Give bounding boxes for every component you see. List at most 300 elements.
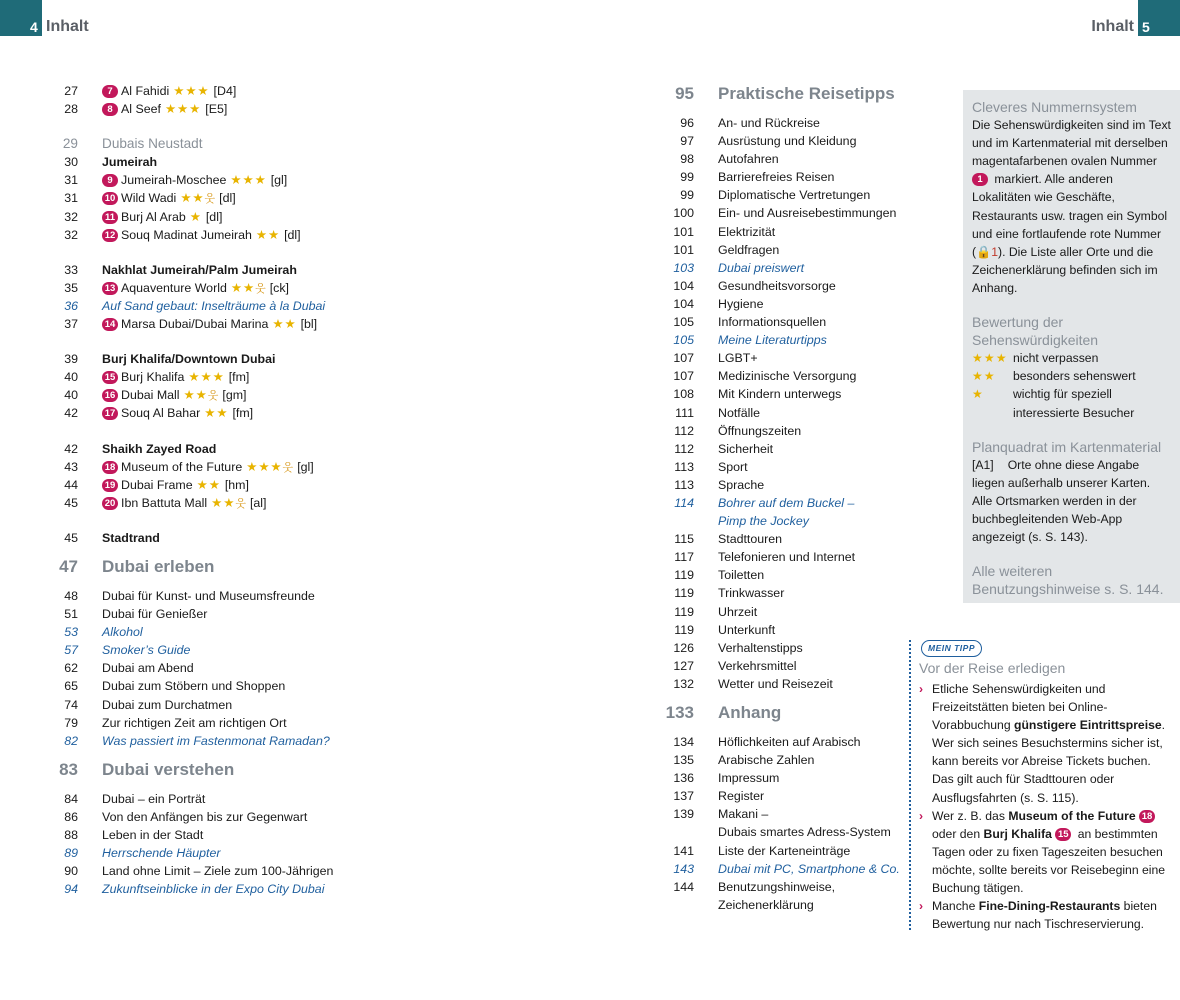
toc-title: Shaikh Zayed Road <box>102 441 217 456</box>
toc-title: Notfälle <box>718 405 761 420</box>
toc-page-number: 126 <box>673 640 694 655</box>
toc-entry-text <box>102 677 285 695</box>
toc-entry-text <box>718 584 784 602</box>
toc-title: Dubai Mall <box>121 388 180 403</box>
toc-entry[interactable] <box>656 422 956 440</box>
toc-title: Dubai Frame <box>121 477 193 492</box>
toc-entry[interactable] <box>656 494 956 512</box>
toc-entry[interactable] <box>656 223 956 241</box>
toc-chapter[interactable] <box>656 693 956 733</box>
toc-entry[interactable] <box>656 313 956 331</box>
toc-entry-text <box>718 114 820 132</box>
toc-entry[interactable] <box>656 186 956 204</box>
toc-entry[interactable] <box>40 368 600 386</box>
toc-entry-text <box>718 675 833 693</box>
toc-entry[interactable] <box>40 350 600 368</box>
toc-entry-text <box>718 404 760 422</box>
toc-title: Was passiert im Fastenmonat Ramadan? <box>102 733 330 748</box>
toc-entry[interactable] <box>656 204 956 222</box>
toc-spacer <box>40 423 600 440</box>
toc-entry-text <box>718 204 896 222</box>
toc-entry[interactable] <box>40 440 600 458</box>
toc-left-column <box>40 82 600 898</box>
toc-page-number: 33 <box>64 262 78 277</box>
toc-entry-text <box>718 878 835 896</box>
info-heading-numbering: Cleveres Nummernsystem <box>972 99 1137 115</box>
map-grid-ref: [dl] <box>219 191 236 206</box>
toc-title: Verhaltenstipps <box>718 640 803 655</box>
toc-entry[interactable] <box>40 623 600 641</box>
rating-three-stars: ★★★ nicht verpassen <box>972 351 1099 366</box>
toc-title: Sprache <box>718 477 765 492</box>
toc-title: Geldfragen <box>718 242 780 257</box>
toc-entry[interactable] <box>40 226 600 244</box>
arrow-icon: › <box>919 899 924 914</box>
toc-entry[interactable] <box>40 790 600 808</box>
toc-entry-text <box>102 790 205 808</box>
rating-stars: ★★ <box>230 280 256 295</box>
toc-title: Dubai preiswert <box>718 260 805 275</box>
toc-entry-text <box>102 100 227 118</box>
info-numbering-text: Die Sehenswürdigkeiten sind im Text und im Kartenmaterial mit derselben magentafarbenen ovalen Nummer 1 markiert. Alle anderen Lokalitäten wie Geschäfte, Restaurants usw. tragen ein Symbol und eine fortlaufende rote Nummer (🔒1). Die Liste aller Orte und die Zeichenerklärung befinden sich im Anhang. <box>972 118 1171 295</box>
toc-entry-text <box>718 349 758 367</box>
toc-page-number: 115 <box>674 532 694 547</box>
toc-entry[interactable] <box>656 805 956 823</box>
toc-entry-text <box>718 566 764 584</box>
toc-title: Unterkunft <box>718 622 776 637</box>
toc-title: Hygiene <box>718 296 764 311</box>
toc-title: Wetter und Reisezeit <box>718 676 833 691</box>
sight-marker: 18 <box>102 461 118 474</box>
map-grid-ref: [hm] <box>224 477 249 492</box>
toc-page-number: 119 <box>674 586 694 601</box>
rating-stars: ★ <box>189 209 202 224</box>
toc-entry[interactable] <box>656 476 956 494</box>
toc-entry-text <box>718 860 900 878</box>
toc-entry[interactable] <box>40 494 600 512</box>
toc-entry-text <box>718 476 764 494</box>
toc-page-number: 113 <box>674 477 694 492</box>
toc-entry-text <box>718 842 850 860</box>
toc-entry[interactable] <box>40 696 600 714</box>
info-heading-grid: Planquadrat im Kartenmaterial <box>972 438 1162 455</box>
toc-entry[interactable] <box>656 458 956 476</box>
map-grid-ref: [al] <box>249 495 267 510</box>
toc-entry-text <box>718 494 854 512</box>
toc-entry-text <box>718 422 801 440</box>
map-grid-ref: [fm] <box>228 370 250 385</box>
tip-item: › Wer z. B. das Museum of the Future 18 oder den Burj Khalifa 15 an bestimmten Tagen oder zu fixen Tageszeiten besuchen möchte, sollte bereits vor Reisebeginn eine Buchung tätigen. <box>919 808 1166 896</box>
toc-entry-text <box>718 823 891 841</box>
sight-marker: 19 <box>102 479 118 492</box>
toc-page-number: 117 <box>674 550 694 565</box>
toc-entry[interactable] <box>656 733 956 751</box>
toc-entry[interactable] <box>656 385 956 403</box>
toc-title: Pimp the Jockey <box>718 514 809 529</box>
toc-title: Aquaventure World <box>121 280 227 295</box>
rating-stars: ★★★ <box>173 84 210 98</box>
rating-stars: ★★ <box>183 388 208 403</box>
toc-entry[interactable] <box>656 440 956 458</box>
toc-entry[interactable] <box>40 208 600 226</box>
right-page-title: Inhalt <box>1091 18 1134 35</box>
toc-title: Marsa Dubai/Dubai Marina <box>121 317 269 332</box>
toc-page-number: 62 <box>64 661 78 676</box>
map-grid-ref: [bl] <box>300 317 318 332</box>
toc-entry[interactable] <box>40 529 600 547</box>
toc-entry[interactable] <box>656 657 956 675</box>
toc-entry-text <box>102 368 249 386</box>
toc-entry-text <box>718 512 809 530</box>
rating-two-stars: ★★ besonders sehenswert <box>972 369 1136 384</box>
toc-entry[interactable] <box>40 826 600 844</box>
toc-page-number: 27 <box>64 84 78 98</box>
toc-spacer <box>40 333 600 350</box>
toc-title: Ausrüstung und Kleidung <box>718 134 857 149</box>
toc-title: Meine Literaturtipps <box>718 333 827 348</box>
toc-entry[interactable] <box>656 259 956 277</box>
toc-entry-text <box>718 896 814 914</box>
toc-entry-text <box>102 714 287 732</box>
toc-title: Ein- und Ausreisebestimmungen <box>718 206 897 221</box>
toc-title: Nakhlat Jumeirah/Palm Jumeirah <box>102 262 297 277</box>
toc-chapter[interactable] <box>40 547 600 587</box>
toc-entry[interactable] <box>40 732 600 750</box>
toc-entry-text <box>718 259 804 277</box>
toc-entry[interactable] <box>40 171 600 189</box>
toc-entry-text <box>102 605 207 623</box>
toc-entry-text <box>718 530 782 548</box>
rating-stars: ★★ <box>196 477 221 492</box>
child-friendly-icon: 웃 <box>207 390 219 403</box>
child-friendly-icon: 웃 <box>282 461 294 474</box>
info-heading-rating: Bewertung der Sehenswürdigkeiten <box>972 314 1099 349</box>
toc-entry-text <box>718 733 861 751</box>
toc-title: Jumeirah <box>102 155 158 170</box>
toc-title: Burj Khalifa/Downtown Dubai <box>102 352 276 367</box>
toc-entry[interactable] <box>656 566 956 584</box>
toc-entry[interactable] <box>656 675 956 693</box>
toc-entry-text <box>718 367 856 385</box>
toc-entry-text <box>718 186 870 204</box>
toc-page-number: 104 <box>673 278 694 293</box>
toc-entry-text <box>718 74 895 114</box>
toc-page-number: 86 <box>64 809 78 824</box>
toc-page-number: 139 <box>673 807 694 822</box>
toc-page-number: 119 <box>674 568 694 583</box>
toc-entry[interactable] <box>656 787 956 805</box>
toc-title: Souq Al Bahar <box>121 406 201 421</box>
toc-entry[interactable] <box>656 751 956 769</box>
child-friendly-icon: 웃 <box>255 282 266 295</box>
toc-page-number: 105 <box>673 333 694 348</box>
toc-entry[interactable] <box>656 603 956 621</box>
toc-title: Praktische Reisetipps <box>718 84 895 103</box>
toc-entry-text <box>718 241 779 259</box>
toc-entry[interactable] <box>40 458 600 476</box>
toc-entry[interactable] <box>40 587 600 605</box>
toc-page-number: 31 <box>64 191 78 206</box>
toc-entry-text <box>102 826 203 844</box>
toc-page-number: 57 <box>64 643 78 658</box>
toc-entry[interactable] <box>656 842 956 860</box>
toc-entry[interactable] <box>40 476 600 494</box>
toc-page-number: 89 <box>64 846 78 861</box>
toc-page-number: 112 <box>674 441 694 456</box>
toc-entry[interactable] <box>656 512 956 530</box>
toc-page-number: 97 <box>680 134 694 149</box>
toc-entry[interactable] <box>40 297 600 315</box>
toc-spacer <box>40 118 600 135</box>
toc-entry[interactable] <box>40 82 600 100</box>
toc-entry-text <box>718 223 775 241</box>
sight-marker: 13 <box>102 282 118 295</box>
toc-entry[interactable] <box>656 114 956 132</box>
toc-entry[interactable] <box>40 100 600 118</box>
toc-page-number: 107 <box>673 351 694 366</box>
map-grid-ref: [ck] <box>269 280 289 295</box>
toc-page-number: 105 <box>673 315 694 330</box>
toc-page-number: 32 <box>64 227 78 242</box>
toc-entry[interactable] <box>40 844 600 862</box>
toc-page-number: 112 <box>674 423 694 438</box>
toc-entry[interactable] <box>40 261 600 279</box>
toc-page-number: 79 <box>64 715 78 730</box>
toc-entry-text <box>718 277 836 295</box>
toc-entry-text <box>102 529 160 547</box>
toc-title: Benutzungshinweise, <box>718 879 836 894</box>
toc-entry-text <box>102 135 203 153</box>
toc-entry-text <box>718 458 748 476</box>
toc-entry[interactable] <box>656 404 956 422</box>
toc-title: Öffnungszeiten <box>718 423 802 438</box>
toc-page-number: 32 <box>64 209 78 224</box>
toc-entry-text <box>102 623 143 641</box>
sight-marker: 7 <box>102 85 118 98</box>
toc-entry[interactable] <box>40 641 600 659</box>
toc-title: Auf Sand gebaut: Inselträume à la Dubai <box>102 298 326 313</box>
toc-entry-text <box>718 295 763 313</box>
toc-entry[interactable] <box>40 677 600 695</box>
map-grid-ref: [gl] <box>270 173 288 188</box>
rating-stars: ★★ <box>211 495 236 510</box>
toc-title: Verkehrsmittel <box>718 658 797 673</box>
toc-entry-text <box>102 494 266 513</box>
map-grid-ref: [gl] <box>297 459 314 474</box>
toc-title: Bohrer auf dem Buckel – <box>718 495 855 510</box>
toc-title: Trinkwasser <box>718 586 785 601</box>
rating-stars: ★★ <box>255 227 281 242</box>
toc-entry-text <box>102 862 333 880</box>
rating-stars: ★★ <box>272 317 297 332</box>
toc-entry-text <box>102 404 253 422</box>
toc-entry[interactable] <box>656 277 956 295</box>
toc-entry[interactable] <box>656 860 956 878</box>
arrow-icon: › <box>919 808 924 823</box>
toc-entry[interactable] <box>656 331 956 349</box>
toc-page-number: 42 <box>64 406 78 421</box>
toc-page-number: 96 <box>680 116 694 130</box>
toc-page-number: 98 <box>680 152 694 167</box>
toc-title: Gesundheitsvorsorge <box>718 278 836 293</box>
toc-title: Impressum <box>718 771 780 786</box>
toc-entry[interactable] <box>656 168 956 186</box>
toc-title: Jumeirah-Moschee <box>121 173 227 188</box>
arrow-icon: › <box>919 682 924 696</box>
toc-entry[interactable] <box>656 896 956 914</box>
sight-marker: 16 <box>102 389 118 402</box>
toc-title: Souq Madinat Jumeirah <box>121 227 252 242</box>
rating-stars: ★★★ <box>230 173 267 188</box>
toc-title: Dubais smartes Adress-System <box>718 825 891 840</box>
toc-title: Ibn Battuta Mall <box>121 495 208 510</box>
toc-entry[interactable] <box>40 279 600 297</box>
toc-entry[interactable] <box>656 349 956 367</box>
toc-page-number: 99 <box>680 188 694 203</box>
toc-entry-text <box>102 440 216 458</box>
toc-chapter[interactable] <box>656 74 956 114</box>
right-page-number: 5 <box>1142 19 1150 35</box>
tip-dotted-line <box>909 640 911 930</box>
toc-title: Dubai für Kunst- und Museumsfreunde <box>102 588 315 603</box>
toc-page-number: 43 <box>64 459 78 474</box>
toc-entry[interactable] <box>656 530 956 548</box>
toc-entry[interactable] <box>40 659 600 677</box>
sight-marker: 11 <box>102 211 118 224</box>
toc-entry[interactable] <box>656 769 956 787</box>
toc-entry[interactable] <box>40 714 600 732</box>
toc-page-number: 42 <box>64 441 78 456</box>
toc-page-number: 88 <box>64 828 78 842</box>
toc-page-number: 40 <box>64 388 78 403</box>
toc-page-number: 84 <box>64 791 78 806</box>
toc-title: Stadttouren <box>718 532 783 547</box>
toc-entry[interactable] <box>40 189 600 207</box>
toc-entry-text <box>102 297 325 315</box>
toc-entry-text <box>102 261 297 279</box>
toc-title: Stadtrand <box>102 530 160 545</box>
sight-marker: 20 <box>102 497 118 510</box>
toc-entry-text <box>718 385 841 403</box>
map-grid-ref: [E5] <box>205 102 228 117</box>
toc-page-number: 65 <box>64 679 78 694</box>
toc-page-number: 119 <box>674 604 694 619</box>
toc-entry[interactable] <box>40 808 600 826</box>
toc-page-number: 39 <box>64 352 78 367</box>
toc-title: Toiletten <box>718 568 765 583</box>
toc-chapter[interactable] <box>40 750 600 790</box>
toc-title: Register <box>718 789 765 804</box>
toc-entry[interactable] <box>656 367 956 385</box>
toc-entry[interactable] <box>656 132 956 150</box>
toc-title: An- und Rückreise <box>718 116 820 130</box>
toc-title: Wild Wadi <box>121 191 177 206</box>
toc-title: Dubai für Genießer <box>102 607 208 622</box>
toc-entry[interactable] <box>40 386 600 404</box>
toc-entry-text <box>102 732 330 750</box>
toc-entry-text <box>718 440 773 458</box>
toc-title: Smoker’s Guide <box>102 643 191 658</box>
toc-entry[interactable] <box>656 150 956 168</box>
toc-title: Dubai mit PC, Smartphone & Co. <box>718 861 900 876</box>
map-grid-ref: [dl] <box>205 209 223 224</box>
sight-marker: 15 <box>102 371 118 384</box>
info-more-hints: Alle weiteren Benutzungshinweise s. S. 144. <box>972 563 1164 598</box>
rating-one-star: ★ wichtig für speziell interessierte Besucher <box>972 387 1135 420</box>
toc-title: Zukunftseinblicke in der Expo City Dubai <box>102 882 325 897</box>
toc-entry-text <box>102 350 275 368</box>
my-tip-badge: MEIN TIPP <box>921 640 982 657</box>
toc-entry[interactable] <box>656 639 956 657</box>
info-grid-text: [A1] Orte ohne diese Angabe liegen außerhalb unserer Karten. Alle Ortsmarken werden in der buchbegleitenden Web-App angezeigt (s. S. 143). <box>972 457 1151 545</box>
tip-title: Vor der Reise erledigen <box>919 660 1066 676</box>
toc-entry-text <box>718 805 768 823</box>
toc-page-number: 108 <box>673 387 694 402</box>
toc-page-number: 104 <box>673 296 694 311</box>
toc-title: Elektrizität <box>718 224 776 239</box>
toc-page-number: 137 <box>673 789 694 804</box>
toc-entry-text <box>718 313 826 331</box>
toc-page-number: 134 <box>673 735 694 749</box>
rating-stars: ★★★ <box>246 459 283 474</box>
toc-title: Informationsquellen <box>718 315 827 330</box>
toc-entry-text <box>102 750 234 790</box>
toc-page-number: 95 <box>675 84 694 103</box>
left-page-title: Inhalt <box>46 18 89 35</box>
toc-title: Zur richtigen Zeit am richtigen Ort <box>102 715 287 730</box>
toc-entry-text <box>102 587 315 605</box>
toc-entry[interactable] <box>40 153 600 171</box>
toc-page-number: 101 <box>673 242 694 257</box>
toc-title: Dubai verstehen <box>102 759 235 779</box>
toc-entry[interactable] <box>40 315 600 333</box>
child-friendly-icon: 웃 <box>235 497 246 510</box>
toc-title: Museum of the Future <box>121 459 243 474</box>
toc-page-number: 82 <box>64 733 78 748</box>
toc-page-number: 107 <box>673 369 694 384</box>
toc-entry-text <box>718 548 855 566</box>
toc-entry[interactable] <box>40 880 600 898</box>
map-grid-ref: [dl] <box>284 227 301 242</box>
toc-page-number: 35 <box>64 280 78 295</box>
sight-marker: 8 <box>102 103 118 116</box>
toc-page-number: 90 <box>64 864 78 879</box>
toc-entry[interactable] <box>40 605 600 623</box>
toc-title: Autofahren <box>718 152 779 167</box>
toc-page-number: 83 <box>59 759 78 779</box>
toc-entry-text <box>102 696 232 714</box>
toc-title: Dubais Neustadt <box>102 136 203 152</box>
toc-entry[interactable] <box>656 584 956 602</box>
toc-entry[interactable] <box>656 878 956 896</box>
toc-entry-text <box>102 171 287 189</box>
toc-entry[interactable] <box>40 862 600 880</box>
toc-section[interactable] <box>40 135 600 153</box>
toc-title: Arabische Zahlen <box>718 753 815 768</box>
toc-entry[interactable] <box>656 241 956 259</box>
toc-entry[interactable] <box>656 621 956 639</box>
toc-entry[interactable] <box>656 823 956 841</box>
toc-page-number: 141 <box>673 843 694 858</box>
sight-marker: 12 <box>102 229 118 242</box>
toc-entry[interactable] <box>40 404 600 422</box>
toc-title: Mit Kindern unterwegs <box>718 387 842 402</box>
toc-page-number: 53 <box>64 625 78 640</box>
toc-entry[interactable] <box>656 548 956 566</box>
toc-entry-text <box>718 639 803 657</box>
toc-entry[interactable] <box>656 295 956 313</box>
toc-title: Telefonieren und Internet <box>718 550 856 565</box>
